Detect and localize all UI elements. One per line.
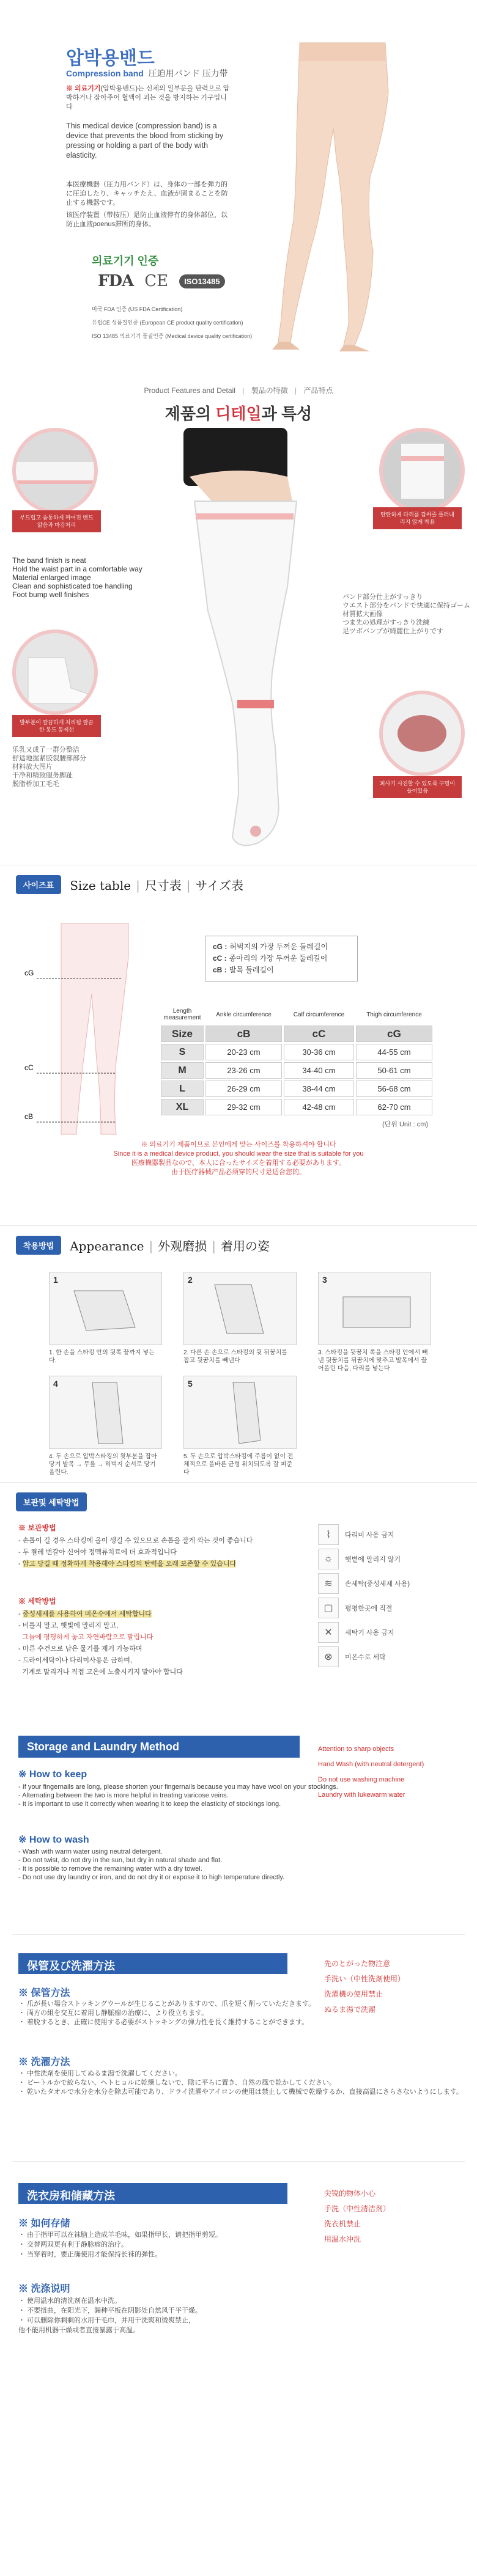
list-item: 기계로 말리거나 직접 고온에 노출시키지 말아야 합니다	[22, 1668, 183, 1676]
no-machine-wash-icon: ✕	[318, 1622, 339, 1643]
care-note: 先のとがった物注意	[324, 1959, 391, 1968]
size-warning-en: Since it is a medical device product, you should wear the size that is suitable for you	[113, 1150, 364, 1158]
product-title-jp: 圧迫用バンド 压力带	[148, 68, 228, 78]
list-item: ・ 交替两双更有利于静脉瘤的治疗。	[18, 2241, 128, 2248]
feature-list-en: The band finish is neat Hold the waist part in a comfortable way Material enlarged image Clean and sophisticated toe handling Foot bump well finishes	[12, 556, 142, 599]
wash-list-cn	[18, 2296, 349, 2335]
cert-line: ISO 13485 의료기기 품질인증 (Medical device quality certification)	[92, 333, 253, 339]
wash-heading-en: ※ How to wash	[18, 1835, 89, 1845]
keep-heading-jp: ※ 保管方法	[18, 1988, 70, 1998]
list-item: ・ 両方の組を交互に着用し静脈瘤の治療に、より役立ちます。	[18, 2009, 209, 2017]
hand-wash-icon: ≋	[318, 1573, 339, 1594]
list-item: ・ 乾いたタオルで水分を水分を除去可能であり、ドライ洗濯やアイロンの使用は禁止して機械で乾燥するか、直接高温にさらさないようにします。	[18, 2088, 463, 2096]
table-row: M 23-26 cm 34-40 cm 50-61 cm	[161, 1062, 432, 1079]
list-item: - 손톱이 길 경우 스타킹에 올이 생길 수 있으므로 손톱을 잘게 깍는 것이 좋습니다	[18, 1537, 253, 1544]
list-item: ・ 由于指甲可以在袜脑上造成羊毛味，如果指甲长，请把指甲剪短。	[18, 2231, 223, 2239]
storage-cn-bar: 洗衣房和储藏方法	[18, 2183, 287, 2204]
step-4	[49, 1376, 171, 1477]
care-note: Laundry with lukewarm water	[318, 1791, 405, 1799]
list-item: ・ 不要扭曲，在阳光下，漏种平板在阴影处自然风干平干燥。	[18, 2307, 202, 2314]
wash-method-ko	[18, 1596, 281, 1678]
step-1	[49, 1272, 171, 1365]
wash-list-jp	[18, 2069, 465, 2097]
care-note: 洗濯機の使用禁止	[324, 1990, 383, 1998]
certification-logos	[98, 272, 225, 290]
caption-bottom-right: 피사기 사진할 수 있도록 구멍이 들어있음	[373, 776, 462, 798]
wash-heading-cn: ※ 洗涤说明	[18, 2284, 70, 2294]
size-warning-jp: 医療機器製品なので、本人に合ったサイズを着用する必要があります。	[131, 1159, 346, 1167]
features-title-highlight: 디테일	[215, 405, 262, 423]
list-item: - 중성세제를 사용하여 미온수에서 세탁합니다	[18, 1610, 152, 1618]
care-row: ☼ 햇볕에 말리지 않기	[318, 1547, 459, 1571]
wash-heading: ※ 세탁방법	[18, 1597, 56, 1605]
list-item: ・ 着脱するとき、正確に使用する必要がストッキングの弾力性を長く維持することができます。	[18, 2019, 309, 2026]
table-row: S 20-23 cm 30-36 cm 44-55 cm	[161, 1044, 432, 1060]
care-note: Attention to sharp objects	[318, 1745, 394, 1753]
care-note: 用温水冲洗	[324, 2235, 361, 2244]
list-item: - 비틀지 말고, 햇빛에 말리지 말고,	[18, 1622, 119, 1629]
list-item: - Do not use dry laundry or iron, and do not dry it or expose it to high temperature directly.	[18, 1874, 285, 1881]
feature-list-cn: 乐乳又成了一群分整洁 舒适地握紧胶裂腰部部分 材料放大图片 干净和精致服务脚趾 脱脂桥加工毛毛	[12, 746, 86, 788]
step-number: 3	[322, 1275, 327, 1285]
description-ko	[66, 84, 231, 112]
step-1-illustration	[50, 1272, 163, 1346]
list-item: - It is possible to remove the remaining water with a dry towel.	[18, 1865, 202, 1873]
care-notes-en	[318, 1742, 424, 1803]
size-header	[0, 865, 477, 894]
ce-logo: CE	[144, 272, 169, 290]
measurement-legend	[205, 936, 358, 982]
keep-heading-cn: ※ 如何存储	[18, 2218, 70, 2229]
legend-row: cB : 발목 둘레길이	[213, 966, 274, 974]
step-text: 3. 스타킹을 뒷꿈치 쪽을 스타킹 안에서 빼낸 뒷꿈치를 뒤꿈치에 맞추고 발목에서 끌어올린 다음, 다리를 넣는다	[318, 1349, 428, 1372]
unit-label: (단위 Unit : cm)	[382, 1121, 429, 1128]
step-3	[318, 1272, 440, 1373]
hero-section	[0, 0, 477, 373]
description-en: This medical device (compression band) is a device that prevents the blood from sticking by pressing or holding a part of the body with elasticity.	[66, 122, 224, 160]
list-item: ・ 当穿着时，要正确使用才能保持长袜的弹性。	[18, 2251, 162, 2258]
size-diagram	[24, 920, 147, 1140]
care-note: Hand Wash (with neutral detergent)	[318, 1761, 424, 1768]
keep-method-ko	[18, 1522, 281, 1570]
diagram-label-cb: cB	[24, 1112, 34, 1121]
step-text: 2. 다른 손 손으로 스타킹의 뒷 뒤꿈치를 잡고 뒷꿈치를 빼낸다	[183, 1349, 287, 1364]
product-title-ko: 압박용밴드	[66, 48, 155, 68]
size-warning	[37, 1140, 440, 1177]
detail-image-toe	[379, 691, 465, 776]
step-number: 4	[53, 1379, 58, 1389]
size-title-en: Size table	[70, 878, 131, 893]
storage-ko-header	[0, 1483, 477, 1511]
diagram-label-cg: cG	[24, 969, 34, 977]
step-3-image	[318, 1272, 431, 1345]
step-number: 1	[53, 1275, 58, 1285]
list-item: - 드라이세탁이나 다리미사용은 금하며,	[18, 1657, 132, 1664]
step-1-image	[49, 1272, 162, 1345]
list-item: 他不能用机器干燥或者直接暴露于高温。	[18, 2327, 139, 2334]
care-notes-cn	[324, 2186, 390, 2247]
column-header: Calf circumference	[293, 1011, 345, 1018]
certification-list	[92, 303, 252, 343]
list-item: ・ 可以删除你剩剩的水用干毛巾，并用干洗熨和烫熨禁止，	[18, 2317, 196, 2324]
step-number: 2	[188, 1275, 193, 1285]
features-header	[0, 373, 477, 428]
size-section	[0, 865, 477, 1225]
step-4-illustration	[50, 1376, 163, 1450]
step-5-image	[183, 1376, 297, 1449]
wash-heading-jp: ※ 洗濯方法	[18, 2057, 70, 2068]
list-item: - Alternating between the two is more helpful in treating varicose veins.	[18, 1792, 229, 1799]
detail-image-foot	[12, 629, 98, 715]
detail-image-waist	[379, 428, 465, 513]
list-item: - 마른 수건으로 남은 물기를 제거 가능하며	[18, 1645, 142, 1653]
appearance-section	[0, 1225, 477, 1482]
storage-tag: 보관및 세탁방법	[16, 1492, 87, 1511]
band-detail-illustration	[16, 431, 94, 510]
caption-bottom-left: 발부분이 깔끔하게 처리됨 깔끔한 봉드 봉제선	[12, 715, 101, 737]
lukewarm-wash-icon: ⊗	[318, 1646, 339, 1667]
storage-jp-bar: 保管及び洗濯方法	[18, 1953, 287, 1974]
step-number: 5	[188, 1379, 193, 1389]
storage-en-section	[0, 1727, 477, 1934]
keep-list-cn	[18, 2230, 349, 2259]
feature-list-jp: バンド部分仕上がすっきり ウエスト部分をバンドで快適に保持ゴーム 材質拡大画像 つま先の処理がすっきり洗練 足ツボバンプが綺麗仕上がりです	[342, 593, 470, 635]
step-text: 4. 두 손으로 압박스타킹의 윗부분을 잡아당겨 발목 → 무릎 → 허벅지 순서로 당겨올린다.	[49, 1453, 157, 1476]
care-note: 尖锐的物体小心	[324, 2189, 376, 2198]
step-text: 1. 한 손을 스타킹 안의 뒷쪽 끝까지 넣는다.	[49, 1349, 155, 1364]
care-note: 洗衣机禁止	[324, 2220, 361, 2228]
appearance-header	[0, 1226, 477, 1255]
care-note: ぬるま湯で洗濯	[324, 2005, 376, 2014]
features-title-pre: 제품의	[165, 405, 216, 423]
flat-dry-icon: ▢	[318, 1598, 339, 1618]
step-4-image	[49, 1376, 162, 1449]
features-nav-cn: 产品特点	[303, 386, 333, 395]
legs-illustration	[263, 37, 410, 354]
list-item: - Wash with warm water using neutral detergent.	[18, 1848, 163, 1855]
description-ko-prefix: ※ 의료기기	[66, 85, 101, 92]
size-warning-cn: 由于医疗器械产品必须穿的尺寸是适合您的。	[171, 1169, 306, 1176]
step-2	[183, 1272, 306, 1365]
care-row: ≋ 손세탁(중성세제 사용)	[318, 1571, 459, 1596]
table-row: L 26-29 cm 38-44 cm 56-68 cm	[161, 1081, 432, 1097]
step-5-illustration	[184, 1376, 297, 1450]
storage-jp-section	[0, 1935, 477, 2161]
size-table-column-headers	[161, 1008, 432, 1024]
step-text: 5. 두 손으로 압박스타킹에 주름이 없이 전체적으로 올바른 균형 위치되도록 잘 펴준다	[183, 1453, 294, 1476]
column-header: Thigh circumference	[366, 1011, 422, 1018]
care-row: ✕ 세탁기 사용 금지	[318, 1620, 459, 1645]
size-table-header-row: Size cB cC cG	[161, 1026, 432, 1042]
stocking-illustration	[147, 428, 342, 856]
keep-heading: ※ 보관방법	[18, 1524, 56, 1532]
storage-en-bar: Storage and Laundry Method	[18, 1736, 300, 1758]
care-note: 手洗（中性清洁剂）	[324, 2204, 391, 2213]
appearance-title-jp: 外观磨损	[158, 1239, 207, 1253]
features-nav-en: Product Features and Detail	[144, 386, 235, 395]
description-jp: 本医療機器（圧力用バンド）は、身体の一部を弾力的に圧迫したり、キャッチたえ、血液が固まることを防止する機器です。	[66, 181, 228, 207]
description-ko-text: (압박용밴드)는 신체의 일부분을 탄력으로 압박하거나 잡아주어 혈액이 괴는 것을 방지하는 기구입니다	[66, 85, 230, 111]
toe-detail-illustration	[383, 694, 461, 772]
step-2-illustration	[184, 1272, 297, 1346]
features-title	[0, 402, 477, 424]
care-row: ⌇ 다리미 사용 금지	[318, 1522, 459, 1547]
storage-ko-section	[0, 1482, 477, 1727]
legend-row: cC : 종아리의 가장 두꺼운 둘레길이	[213, 954, 328, 963]
column-header: Ankle circumference	[216, 1011, 272, 1018]
list-item: - 두 켤레 번갈아 신어야 정맥류치료에 더 효과적입니다	[18, 1549, 177, 1556]
table-row: XL 29-32 cm 42-48 cm 62-70 cm	[161, 1099, 432, 1115]
list-item: ・ 中性洗剤を使用してぬるま湯で洗濯してください。	[18, 2070, 182, 2077]
waist-detail-illustration	[383, 431, 461, 510]
list-item: - It is important to use it correctly when wearing it to keep the elasticity of stockings long.	[18, 1800, 281, 1808]
features-nav-jp: 製品の特徴	[251, 386, 288, 395]
size-title-jp: 尺寸表	[144, 878, 182, 893]
care-note: 手洗い（中性洗剤使用）	[324, 1975, 405, 1983]
product-title-en: Compression band	[66, 68, 144, 78]
cert-line: 유럽CE 성품질인증 (European CE product quality certification)	[92, 320, 243, 326]
step-3-illustration	[319, 1272, 432, 1346]
appearance-title-en: Appearance	[70, 1239, 144, 1253]
iso-logo: ISO13485	[179, 274, 225, 288]
list-item: 그늘에 평평하게 놓고 자연바람으로 말립니다	[22, 1634, 153, 1641]
list-item: - 압고 당길 때 정확하게 착용해야 스타킹의 탄력을 오래 보존할 수 있습니다	[18, 1560, 237, 1568]
care-row: ▢ 평평한곳에 직결	[318, 1596, 459, 1620]
list-item: ・ 使用温水的清洗剂在温水中洗。	[18, 2297, 122, 2305]
care-note: Do not use washing machine	[318, 1776, 405, 1783]
care-notes-jp	[324, 1956, 405, 2017]
care-symbols	[318, 1522, 459, 1669]
no-iron-icon: ⌇	[318, 1524, 339, 1545]
legend-row: cG : 허벅지의 가장 두꺼운 둘레길이	[213, 942, 328, 951]
size-tag: 사이즈표	[16, 875, 61, 894]
column-header: Length measurement	[163, 1008, 201, 1021]
cert-line: 미국 FDA 인증 (US FDA Certification)	[92, 306, 183, 312]
caption-top-right: 탄탄하게 다리를 감싸줄 플러내리지 않게 착용	[373, 507, 462, 529]
certification-title: 의료기기 인증	[92, 255, 159, 267]
features-section	[0, 428, 477, 865]
appearance-title: Appearance | 外观磨损 | 着用の姿	[70, 1239, 270, 1253]
fda-logo: FDA	[98, 272, 134, 290]
step-5	[183, 1376, 306, 1477]
foot-detail-illustration	[16, 633, 94, 711]
size-title: Size table | 尺寸表 | サイズ表	[70, 878, 243, 893]
product-subtitle	[66, 67, 227, 79]
features-nav: Product Features and Detail | 製品の特徴 | 产品特点	[144, 386, 333, 395]
detail-image-band	[12, 428, 98, 513]
step-2-image	[183, 1272, 297, 1345]
list-item: - If your fingernails are long, please shorten your fingernails because you may have wool on your stockings.	[18, 1783, 338, 1791]
description-cn: 该医疗装置（带按压）是防止血液停有的身体部位，以防止血液poenus滞所的身体。	[66, 211, 227, 228]
diagram-label-cc: cC	[24, 1063, 34, 1072]
size-warning-ko: ※ 의료기기 제품이므로 본인에게 맞는 사이즈를 착용하셔야 합니다	[141, 1141, 336, 1148]
storage-cn-section	[0, 2162, 477, 2394]
appearance-title-cn: 着用の姿	[220, 1239, 270, 1253]
keep-heading-en: ※ How to keep	[18, 1769, 87, 1780]
care-row: ⊗ 미온수로 세탁	[318, 1645, 459, 1669]
list-item: - Do not twist, do not dry in the sun, but dry in natural shade and flat.	[18, 1857, 223, 1864]
size-table	[159, 1006, 434, 1117]
features-title-post: 과 특성	[261, 405, 312, 423]
size-title-cn: サイズ表	[195, 878, 243, 893]
list-item: ・ 爪が長い場合ストッキングウールが生じることがありますので、爪を短く削っていただきます。	[18, 2000, 316, 2008]
wash-list-en	[18, 1848, 404, 1882]
caption-top-left: 부드럽고 숨통하게 짜여진 밴드 얇음과 마감처리	[12, 510, 101, 532]
appearance-tag: 착용방법	[16, 1236, 61, 1255]
list-item: ・ ピートルかで絞らない、ヘトヒョルに乾燥しないで、陰に平らに置き、自然の風で乾かしてください。	[18, 2079, 336, 2086]
no-sun-dry-icon: ☼	[318, 1549, 339, 1569]
